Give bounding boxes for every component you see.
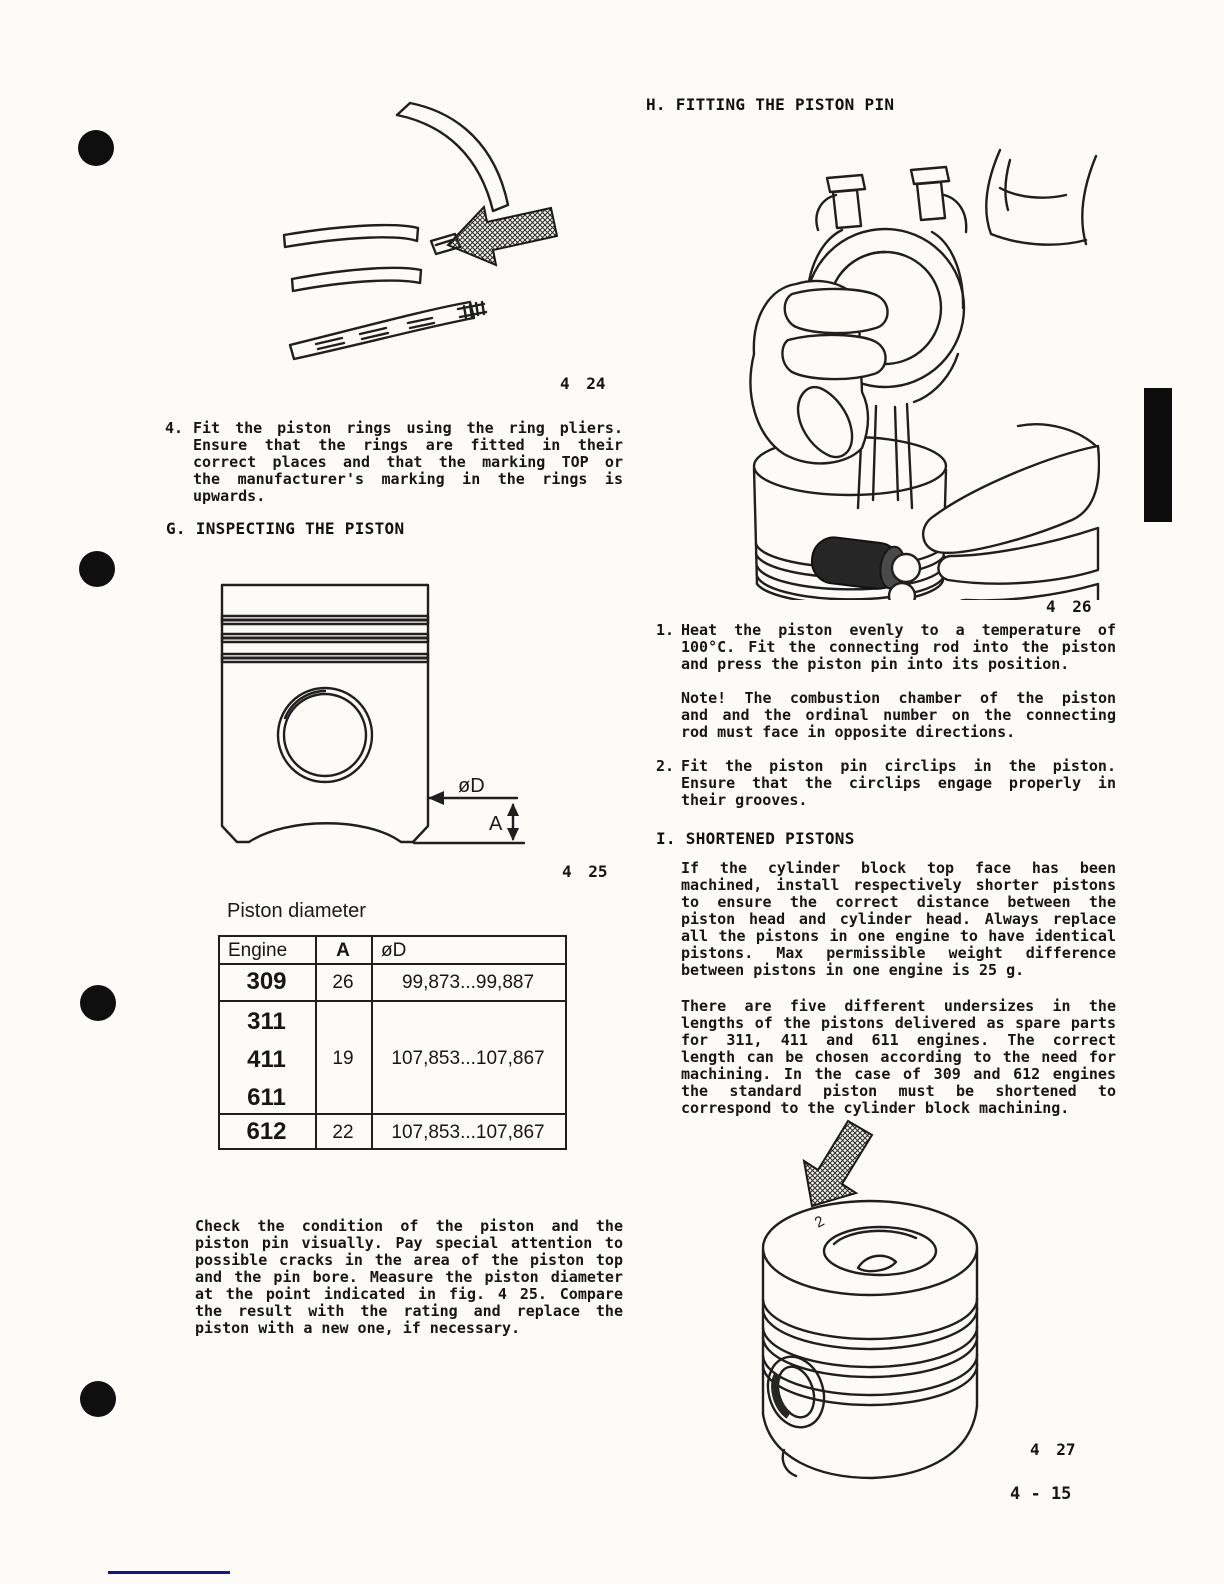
check-piston-paragraph — [195, 1218, 623, 1337]
figure-piston-rings — [250, 95, 620, 395]
text-line: There are five different undersizes in the — [681, 998, 1116, 1015]
piston-diagram-drawing — [215, 558, 625, 870]
piston-diameter-table — [218, 935, 567, 1150]
text-line: If the cylinder block top face has been — [681, 860, 1116, 877]
table-header-a: A — [336, 940, 350, 961]
punch-hole — [80, 1381, 116, 1417]
punch-hole — [79, 551, 115, 587]
figure-caption-4-24: 4 24 — [560, 374, 606, 393]
list-item-2-text — [681, 758, 1116, 809]
table-cell-d: 107,853...107,867 — [391, 1048, 545, 1069]
list-item-4-marker: 4. — [165, 419, 184, 437]
text-line: and the pin bore. Measure the piston diameter — [195, 1269, 623, 1286]
table-title: Piston diameter — [227, 900, 366, 922]
table-cell-engine: 311 — [247, 1008, 286, 1035]
list-item-4-text — [193, 420, 623, 505]
fitting-piston-pin-drawing — [700, 148, 1100, 600]
table-cell-engine: 612 — [246, 1118, 287, 1145]
text-line: length can be chosen according to the need for — [681, 1049, 1116, 1066]
text-line: correspond to the cylinder block machining. — [681, 1100, 1070, 1117]
table-cell-a: 26 — [332, 972, 354, 993]
punch-hole — [78, 130, 114, 166]
section-heading-h: H. FITTING THE PISTON PIN — [646, 95, 895, 114]
figure-shortened-piston — [700, 1118, 1040, 1490]
fitting-arrow-icon — [448, 207, 557, 265]
text-line: Check the condition of the piston and the — [195, 1218, 623, 1235]
text-line: Heat the piston evenly to a temperature of — [681, 622, 1116, 639]
figure-caption-4-25: 4 25 — [562, 862, 608, 881]
text-line: piston with a new one, if necessary. — [195, 1320, 521, 1337]
text-line: Ensure that the circlips engage properly in — [681, 775, 1116, 792]
shortened-pistons-paragraph-1 — [681, 860, 1116, 979]
text-line: for 311, 411 and 611 engines. The correct — [681, 1032, 1116, 1049]
right-hand — [889, 424, 1099, 600]
text-line: piston pin visually. Pay special attention to — [195, 1235, 623, 1252]
figure-caption-4-27: 4 27 — [1030, 1440, 1076, 1459]
text-line: to ensure the correct distance between the — [681, 894, 1116, 911]
text-line: rod must face in opposite directions. — [681, 724, 1016, 741]
note-label: Note! — [681, 690, 727, 707]
shortened-piston-drawing — [700, 1118, 1040, 1490]
table-cell-d: 107,853...107,867 — [391, 1122, 545, 1143]
text-line: their grooves. — [681, 792, 808, 809]
note-first-line — [681, 690, 1116, 707]
table-cell-a: 19 — [332, 1048, 354, 1069]
list-item-2-marker: 2. — [656, 757, 675, 775]
text-line: at the point indicated in fig. 4 25. Compare — [195, 1286, 623, 1303]
table-header-engine: Engine — [228, 940, 288, 961]
text-line: the standard piston must be shortened to — [681, 1083, 1116, 1100]
note-block — [681, 690, 1116, 741]
list-item-1-marker: 1. — [656, 621, 675, 639]
text-line: correct places and that the marking TOP or — [193, 454, 623, 471]
left-hand — [751, 281, 888, 463]
text-line: 100°C. Fit the connecting rod into the piston — [681, 639, 1116, 656]
marking-arrow-icon — [804, 1121, 872, 1206]
table-cell-d: 99,873...99,887 — [401, 972, 535, 993]
figure-caption-4-26: 4 26 — [1046, 597, 1092, 616]
note-first-line-rest: The combustion chamber of the piston — [744, 690, 1116, 707]
text-line: machining. In the case of 309 and 612 engines — [681, 1066, 1116, 1083]
text-line: possible cracks in the area of the piston top — [195, 1252, 623, 1269]
text-line: the manufacturer's marking in the rings is — [193, 471, 623, 488]
text-line: the result with the rating and replace the — [195, 1303, 623, 1320]
table-cell-a: 22 — [332, 1122, 354, 1143]
text-line: and press the piston pin into its position. — [681, 656, 1070, 673]
page-number: 4 - 15 — [1010, 1484, 1072, 1504]
footer-line — [108, 1571, 230, 1574]
text-line: Fit the piston pin circlips in the piston. — [681, 758, 1116, 775]
list-item-1-text — [681, 622, 1116, 673]
text-line: Ensure that the rings are fitted in their — [193, 437, 623, 454]
section-index-tab — [1144, 388, 1172, 522]
table-cell-engine: 611 — [247, 1084, 286, 1111]
text-line: between pistons in one engine is 25 g. — [681, 962, 1025, 979]
text-line: lengths of the pistons delivered as spare parts — [681, 1015, 1116, 1032]
note-lines — [681, 707, 1116, 741]
punch-hole — [80, 985, 116, 1021]
text-line: piston head and cylinder head. Always replace — [681, 911, 1116, 928]
text-line: pistons. Max permissible weight difference — [681, 945, 1116, 962]
table-cell-engine: 309 — [246, 968, 287, 995]
section-heading-i: I. SHORTENED PISTONS — [656, 829, 855, 848]
section-heading-g: G. INSPECTING THE PISTON — [166, 519, 405, 538]
figure-fitting-piston-pin — [700, 148, 1100, 600]
height-label: A — [489, 813, 503, 835]
piston-top-marking: 2 — [811, 1212, 828, 1232]
text-line: and and the ordinal number on the connecting — [681, 707, 1116, 724]
text-line: upwards. — [193, 488, 266, 505]
diameter-label: øD — [458, 775, 485, 797]
text-line: Fit the piston rings using the ring pliers. — [193, 420, 623, 437]
dimension-arrow-icon — [428, 791, 444, 805]
figure-piston-diagram — [215, 558, 625, 870]
text-line: all the pistons in one engine to have identical — [681, 928, 1116, 945]
shortened-pistons-paragraph-2 — [681, 998, 1116, 1117]
table-header-d: øD — [381, 940, 407, 961]
piston-rings-drawing — [250, 95, 620, 395]
text-line: machined, install respectively shorter pistons — [681, 877, 1116, 894]
table-cell-engine: 411 — [247, 1046, 286, 1073]
